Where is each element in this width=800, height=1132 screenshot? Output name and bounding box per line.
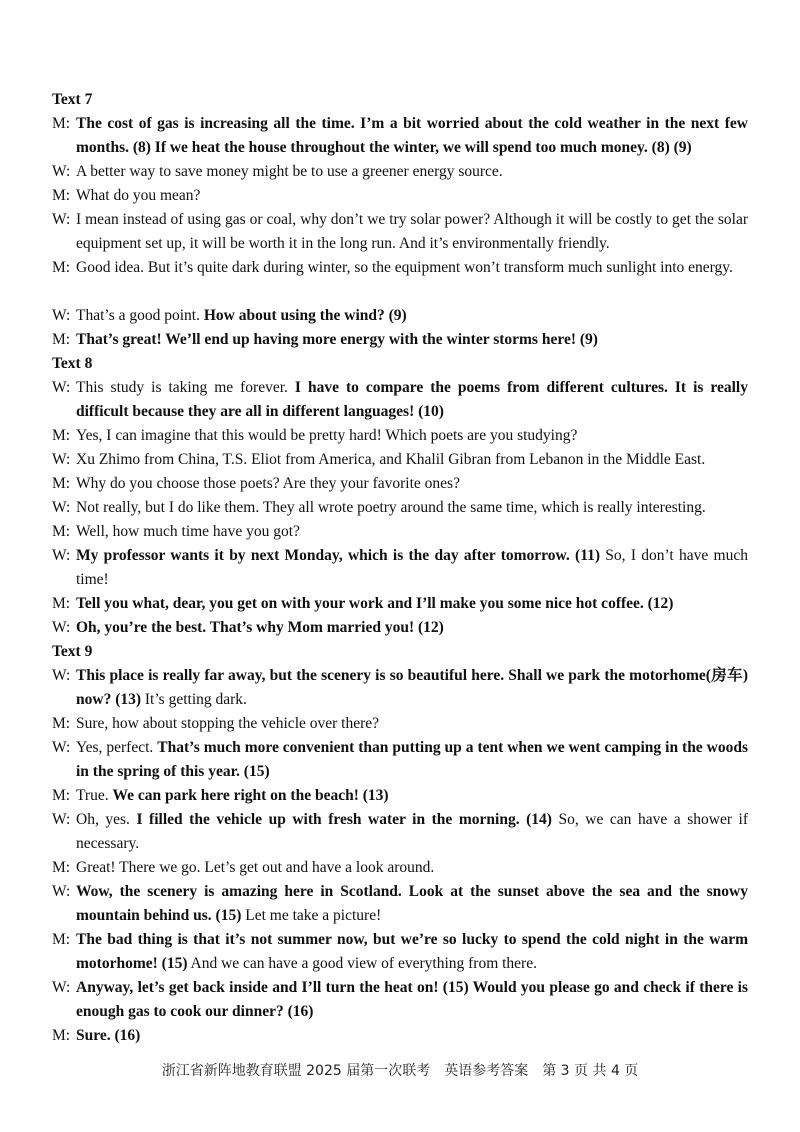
dialogue-segment: And we can have a good view of everything from there.	[187, 955, 537, 972]
speaker-label: M:	[52, 931, 71, 948]
dialogue-segment: Xu Zhimo from China, T.S. Eliot from America, and Khalil Gibran from Lebanon in the Middle East.	[76, 451, 706, 468]
dialogue-segment: Oh, yes.	[76, 811, 137, 828]
dialogue-text	[76, 856, 748, 880]
speaker-label: M:	[52, 1027, 71, 1044]
speaker-label: W:	[52, 811, 71, 828]
dialogue-text	[76, 424, 748, 448]
dialogue-line	[52, 472, 748, 496]
speaker-label: M:	[52, 787, 71, 804]
answer-highlight: Oh, you’re the best. That’s why Mom married you! (12)	[76, 619, 444, 636]
answer-highlight: That’s great! We’ll end up having more energy with the winter storms here! (9)	[76, 331, 598, 348]
dialogue-segment: So, we can have a shower if necessary.	[76, 811, 749, 852]
dialogue-text	[76, 784, 748, 808]
speaker-label: W:	[52, 739, 71, 756]
answer-highlight: Wow, the scenery is amazing here in Scotland. Look at the sunset above the sea and the snowy mountain behind us. (15)	[76, 883, 748, 924]
dialogue-segment: Why do you choose those poets? Are they your favorite ones?	[76, 475, 460, 492]
speaker-label: M:	[52, 475, 71, 492]
answer-highlight: Sure. (16)	[76, 1027, 141, 1044]
section-title: Text 9	[52, 643, 93, 660]
speaker-label: M:	[52, 859, 71, 876]
dialogue-text	[76, 616, 748, 640]
speaker-label: M:	[52, 427, 71, 444]
speaker-label: M:	[52, 715, 71, 732]
speaker-label: M:	[52, 523, 71, 540]
dialogue-text	[76, 976, 748, 1024]
dialogue-line	[52, 208, 748, 256]
dialogue-line	[52, 664, 748, 712]
dialogue-line	[52, 256, 748, 280]
dialogue-segment: Let me take a picture!	[241, 907, 382, 924]
speaker-label: M:	[52, 115, 71, 132]
answer-highlight: How about using the wind? (9)	[203, 307, 407, 324]
dialogue-line	[52, 616, 748, 640]
speaker-label: M:	[52, 259, 71, 276]
dialogue-line	[52, 1024, 748, 1048]
answer-highlight: Tell you what, dear, you get on with your work and I’ll make you some nice hot coffee. (12)	[76, 595, 674, 612]
dialogue-text	[76, 880, 748, 928]
dialogue-segment: Yes, I can imagine that this would be pretty hard! Which poets are you studying?	[76, 427, 578, 444]
answer-highlight: The bad thing is that it’s not summer now, but we’re so lucky to spend the cold night in the warm motorhome! (15)	[76, 931, 748, 972]
dialogue-line	[52, 448, 748, 472]
dialogue-line	[52, 928, 748, 976]
speaker-label: W:	[52, 883, 71, 900]
dialogue-segment: So, I don’t have much time!	[76, 547, 748, 588]
dialogue-line	[52, 328, 748, 352]
dialogue-segment: Not really, but I do like them. They all wrote poetry around the same time, which is really interesting.	[76, 499, 706, 516]
dialogue-line	[52, 160, 748, 184]
dialogue-line	[52, 808, 748, 856]
speaker-label: W:	[52, 667, 71, 684]
dialogue-line	[52, 304, 748, 328]
dialogue-line	[52, 496, 748, 520]
speaker-label: M:	[52, 187, 71, 204]
answer-highlight: The cost of gas is increasing all the time. I’m a bit worried about the cold weather in the next few months. (8) If we heat the house throughout the winter, we will spend too much money. (8) (9)	[76, 115, 748, 156]
dialogue-segment: I mean instead of using gas or coal, why don’t we try solar power? Although it will be costly to get the solar equipment set up, it will be worth it in the long run. And it’s environmentally friendly.	[76, 211, 748, 252]
dialogue-text	[76, 496, 748, 520]
dialogue-line	[52, 784, 748, 808]
dialogue-text	[76, 928, 748, 976]
dialogue-segment: Good idea. But it’s quite dark during winter, so the equipment won’t transform much sunlight into energy.	[76, 259, 733, 276]
speaker-label: M:	[52, 331, 71, 348]
dialogue-text	[76, 544, 748, 592]
dialogue-segment: Yes, perfect.	[76, 739, 158, 756]
dialogue-text	[76, 808, 748, 856]
answer-highlight: Anyway, let’s get back inside and I’ll turn the heat on! (15) Would you please go and check if there is enough gas to cook our dinner? (16)	[76, 979, 748, 1020]
dialogue-text	[76, 736, 748, 784]
dialogue-line	[52, 520, 748, 544]
answer-highlight: This place is really far away, but the scenery is so beautiful here. Shall we park the motorhome(房车) now? (13)	[76, 667, 748, 708]
dialogue-text	[76, 376, 748, 424]
dialogue-line	[52, 592, 748, 616]
dialogue-text	[76, 520, 748, 544]
dialogue-text	[76, 208, 748, 256]
speaker-label: W:	[52, 451, 71, 468]
speaker-label: W:	[52, 979, 71, 996]
dialogue-segment: It’s getting dark.	[141, 691, 247, 708]
answer-highlight: That’s much more convenient than putting up a tent when we went camping in the woods in the spring of this year. (15)	[76, 739, 748, 780]
dialogue-line	[52, 736, 748, 784]
section-title: Text 7	[52, 91, 93, 108]
dialogue-segment: That’s a good point.	[76, 307, 204, 324]
answer-highlight: I have to compare the poems from different cultures. It is really difficult because they are all in different languages! (10)	[76, 379, 748, 420]
dialogue-segment: Well, how much time have you got?	[76, 523, 300, 540]
dialogue-text	[76, 256, 748, 280]
dialogue-text	[76, 160, 748, 184]
dialogue-text	[76, 448, 748, 472]
dialogue-line	[52, 544, 748, 592]
answer-highlight: I filled the vehicle up with fresh water in the morning. (14)	[136, 811, 552, 828]
speaker-label: W:	[52, 379, 71, 396]
dialogue-line	[52, 976, 748, 1024]
answer-highlight: We can park here right on the beach! (13)	[112, 787, 389, 804]
dialogue-line	[52, 376, 748, 424]
dialogue-segment: True.	[76, 787, 113, 804]
dialogue-text	[76, 304, 748, 328]
dialogue-line	[52, 424, 748, 448]
dialogue-segment: A better way to save money might be to use a greener energy source.	[76, 163, 503, 180]
speaker-label: M:	[52, 595, 71, 612]
page-footer: 浙江省新阵地教育联盟 2025 届第一次联考 英语参考答案 第 3 页 共 4 页	[161, 1063, 639, 1079]
dialogue-text	[76, 328, 748, 352]
dialogue-line	[52, 184, 748, 208]
dialogue-line	[52, 880, 748, 928]
speaker-label: W:	[52, 307, 71, 324]
speaker-label: W:	[52, 499, 71, 516]
dialogue-text	[76, 112, 748, 160]
dialogue-segment: What do you mean?	[76, 187, 201, 204]
dialogue-text	[76, 472, 748, 496]
speaker-label: W:	[52, 211, 71, 228]
dialogue-text	[76, 1024, 748, 1048]
dialogue-text	[76, 184, 748, 208]
dialogue-segment: Great! There we go. Let’s get out and have a look around.	[76, 859, 435, 876]
dialogue-segment: Sure, how about stopping the vehicle over there?	[76, 715, 380, 732]
dialogue-text	[76, 712, 748, 736]
section-title: Text 8	[52, 355, 93, 372]
answer-highlight: My professor wants it by next Monday, which is the day after tomorrow. (11)	[76, 547, 600, 564]
speaker-label: W:	[52, 619, 71, 636]
dialogue-segment: This study is taking me forever.	[76, 379, 295, 396]
dialogue-line	[52, 712, 748, 736]
dialogue-text	[76, 664, 748, 712]
dialogue-text	[76, 592, 748, 616]
speaker-label: W:	[52, 547, 71, 564]
dialogue-line	[52, 856, 748, 880]
dialogue-line	[52, 112, 748, 160]
speaker-label: W:	[52, 163, 71, 180]
